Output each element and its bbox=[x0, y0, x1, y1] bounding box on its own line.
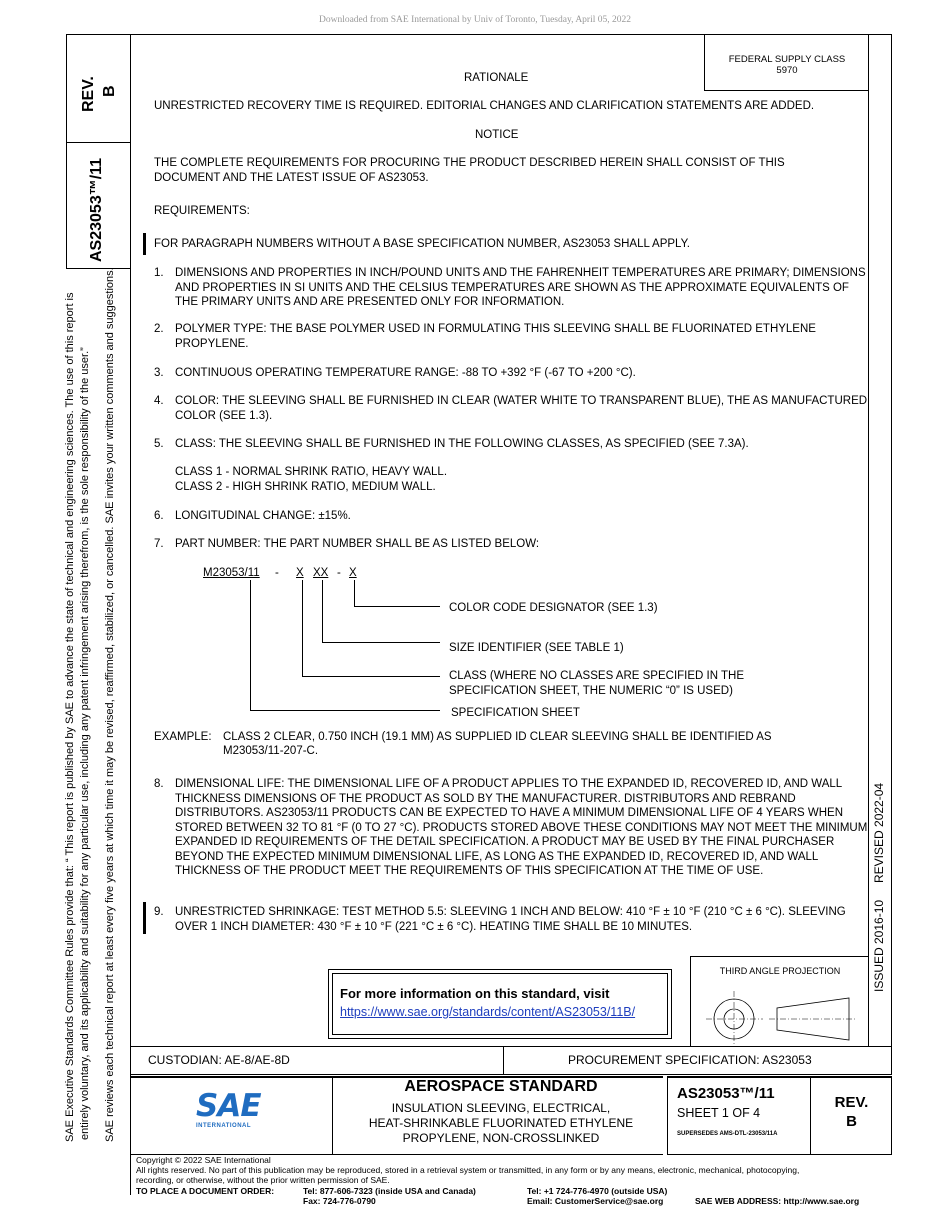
title-rev-label: REV. bbox=[834, 1094, 869, 1111]
item-number: 4. bbox=[154, 395, 164, 407]
item-text: DIMENSIONS AND PROPERTIES IN INCH/POUND UNITS AND THE FAHRENHEIT TEMPERATURES ARE PRIMARY; DIMENSIONS AND PROPERTIES IN SI UNITS AND THE CELSIUS TEMPERATURES ARE SHOWN AS THE APPROXIMATE EQUIVALENTS OF THE PRIMARY UNITS AND ARE PRESENTED ONLY FOR INFORMATION. bbox=[175, 267, 866, 308]
title-desc-2: HEAT-SHRINKABLE FLUORINATED ETHYLENE bbox=[368, 1116, 634, 1130]
item-number: 5. bbox=[154, 438, 164, 450]
issued-date: ISSUED 2016-10 bbox=[872, 899, 886, 992]
supersedes: SUPERSEDES AMS-DTL-23053/11A bbox=[677, 1131, 778, 1137]
more-info-box bbox=[328, 969, 672, 1039]
item-number: 8. bbox=[154, 778, 164, 790]
item-number: 1. bbox=[154, 267, 164, 279]
title-description bbox=[334, 1101, 668, 1146]
label-size-identifier: SIZE IDENTIFIER (SEE TABLE 1) bbox=[449, 642, 624, 654]
frame-right bbox=[891, 34, 892, 1074]
part-dash-1: - bbox=[275, 567, 279, 579]
label-class-line1: CLASS (WHERE NO CLASSES ARE SPECIFIED IN THE bbox=[449, 670, 745, 682]
notice-text: THE COMPLETE REQUIREMENTS FOR PROCURING THE PRODUCT DESCRIBED HEREIN SHALL CONSIST OF THIS DOCUMENT AND THE LATEST ISSUE OF AS23053. bbox=[154, 157, 785, 184]
custodian: CUSTODIAN: AE-8/AE-8D bbox=[148, 1053, 290, 1067]
procurement-spec: PROCUREMENT SPECIFICATION: AS23053 bbox=[568, 1053, 812, 1067]
sae-logo bbox=[196, 1090, 276, 1134]
label-color-code: COLOR CODE DESIGNATOR (SEE 1.3) bbox=[449, 602, 658, 614]
list-item bbox=[154, 366, 874, 381]
title-desc-3: PROPYLENE, NON-CROSSLINKED bbox=[402, 1131, 600, 1145]
footer-rights-2: recording, or otherwise, without the prior written permission of SAE. bbox=[136, 1175, 390, 1185]
footer-fax: Fax: 724-776-0790 bbox=[303, 1196, 376, 1206]
sae-logo-sub: INTERNATIONAL bbox=[196, 1123, 252, 1129]
side-notice-2: entirely voluntary, and its applicability and suitability for any particular use, including any patent infringement arising therefrom, is the sole responsibility of the user.” bbox=[79, 347, 91, 1140]
left-rev-value: B bbox=[101, 85, 118, 97]
change-bar bbox=[143, 902, 146, 934]
title-rev-value: B bbox=[846, 1113, 857, 1130]
label-spec-sheet: SPECIFICATION SHEET bbox=[451, 707, 580, 719]
item-text: CLASS: THE SLEEVING SHALL BE FURNISHED IN THE FOLLOWING CLASSES, AS SPECIFIED (SEE 7.3A). bbox=[175, 438, 749, 450]
frame-left bbox=[130, 34, 131, 1195]
rationale-text: UNRESTRICTED RECOVERY TIME IS REQUIRED. EDITORIAL CHANGES AND CLARIFICATION STATEMENTS ARE ADDED. bbox=[154, 100, 815, 112]
list-item bbox=[154, 905, 854, 934]
side-notice-1: SAE Executive Standards Committee Rules provide that: “ This report is published by SAE to advance the state of technical and engineering sciences. The use of this report is bbox=[64, 292, 76, 1142]
item-number: 7. bbox=[154, 538, 164, 550]
part-dash-2: - bbox=[337, 567, 341, 579]
part-class-code: X bbox=[296, 567, 304, 579]
list-item bbox=[154, 537, 874, 552]
requirements-heading: REQUIREMENTS: bbox=[154, 205, 250, 217]
example-line1: CLASS 2 CLEAR, 0.750 INCH (19.1 MM) AS SUPPLIED ID CLEAR SLEEVING SHALL BE IDENTIFIED AS bbox=[223, 731, 772, 743]
paragraph-note: FOR PARAGRAPH NUMBERS WITHOUT A BASE SPECIFICATION NUMBER, AS23053 SHALL APPLY. bbox=[154, 238, 690, 250]
fsc-line2: 5970 bbox=[776, 65, 798, 76]
list-item bbox=[154, 394, 874, 423]
side-notice-3: SAE reviews each technical report at least every five years at which time it may be revised, reaffirmed, stabilized, or cancelled. SAE invites your written comments and suggestions. bbox=[104, 267, 116, 1142]
sae-logo-text: SAE bbox=[196, 1088, 261, 1124]
title-doc-number: AS23053™/11 bbox=[677, 1085, 775, 1102]
list-item bbox=[154, 322, 874, 351]
list-item bbox=[154, 777, 869, 879]
sheet-number: SHEET 1 OF 4 bbox=[677, 1106, 761, 1120]
item-text: DIMENSIONAL LIFE: THE DIMENSIONAL LIFE OF A PRODUCT APPLIES TO THE EXPANDED ID, RECOVERED ID, AND WALL THICKNESS DIMENSIONS OF THE PRODUCT AS SOLD BY THE MANUFACTURER. DISTRIBUTORS AND REBRAND DISTRIBUTORS. AS23053/11 PRODUCTS CAN BE EXPECTED TO HAVE A MINIMUM DIMENSIONAL LIFE OF 4 YEARS WHEN STORED BETWEEN 32 TO 81 °F (0 TO 27 °C). PRODUCTS STORED ABOVE THESE CONDITIONS MAY NOT MEET THE MINIMUM EXPANDED ID REQUIREMENTS OF THE DETAIL SPECIFICATION. A PRODUCT MAY BE USED BY THE FINAL PURCHASER BEYOND THE EXPECTED MINIMUM DIMENSIONAL LIFE, AS LONG AS THE EXPANDED ID, RECOVERED ID, AND WALL THICKNESS OF THE PRODUCT MEET THE REQUIREMENTS OF THIS SPECIFICATION AT THE TIME OF USE. bbox=[175, 778, 868, 877]
item-text: UNRESTRICTED SHRINKAGE: TEST METHOD 5.5: SLEEVING 1 INCH AND BELOW: 410 °F ± 10 °F (210 °C ± 6 °C). SLEEVING OVER 1 INCH DIAMETER: 430 °F ± 10 °F (221 °C ± 6 °C). HEATING TIME SHALL BE 10 MINUTES. bbox=[175, 906, 846, 933]
rationale-heading: RATIONALE bbox=[464, 72, 529, 84]
example-line2: M23053/11-207-C. bbox=[223, 745, 319, 757]
item-number: 9. bbox=[154, 906, 164, 918]
revised-date: REVISED 2022-04 bbox=[872, 782, 886, 883]
label-class-line2: SPECIFICATION SHEET, THE NUMERIC “0” IS USED) bbox=[449, 685, 733, 697]
part-color-code: X bbox=[349, 567, 357, 579]
footer-tel-usa: Tel: 877-606-7323 (inside USA and Canada) bbox=[303, 1186, 476, 1196]
more-info-title: For more information on this standard, visit bbox=[340, 986, 610, 1001]
example-label: EXAMPLE: bbox=[154, 731, 212, 743]
title-desc-1: INSULATION SLEEVING, ELECTRICAL, bbox=[391, 1101, 611, 1115]
footer-email: Email: CustomerService@sae.org bbox=[527, 1196, 664, 1206]
list-item bbox=[154, 509, 874, 524]
change-bar bbox=[143, 233, 146, 255]
item-number: 3. bbox=[154, 367, 164, 379]
fsc-box bbox=[704, 34, 869, 91]
download-note: Downloaded from SAE International by Univ of Toronto, Tuesday, April 05, 2022 bbox=[318, 15, 631, 25]
item-text: COLOR: THE SLEEVING SHALL BE FURNISHED IN CLEAR (WATER WHITE TO TRANSPARENT BLUE), THE AS MANUFACTURED COLOR (SEE 1.3). bbox=[175, 395, 868, 422]
list-item bbox=[154, 266, 874, 310]
notice-heading: NOTICE bbox=[475, 129, 519, 141]
more-info-link[interactable]: https://www.sae.org/standards/content/AS23053/11B/ bbox=[340, 1005, 636, 1019]
item-text: PART NUMBER: THE PART NUMBER SHALL BE AS LISTED BELOW: bbox=[175, 538, 540, 550]
item-number: 2. bbox=[154, 323, 164, 335]
left-rev-label: REV. bbox=[80, 76, 97, 112]
item-text: LONGITUDINAL CHANGE: ±15%. bbox=[175, 510, 351, 522]
footer-tel-outside: Tel: +1 724-776-4970 (outside USA) bbox=[527, 1186, 668, 1196]
third-angle-box bbox=[690, 956, 869, 1047]
footer-rights-1: All rights reserved. No part of this publication may be reproduced, stored in a retrieval system or transmitted, in any form or by any means, electronic, mechanical, photocopying, bbox=[136, 1165, 800, 1175]
footer-copyright: Copyright © 2022 SAE International bbox=[136, 1155, 271, 1165]
footer-order-label: TO PLACE A DOCUMENT ORDER: bbox=[136, 1186, 275, 1196]
item-text: POLYMER TYPE: THE BASE POLYMER USED IN FORMULATING THIS SLEEVING SHALL BE FLUORINATED ETHYLENE PROPYLENE. bbox=[175, 323, 816, 350]
class-2-text: CLASS 2 - HIGH SHRINK RATIO, MEDIUM WALL. bbox=[175, 481, 436, 493]
footer-web: SAE WEB ADDRESS: http://www.sae.org bbox=[695, 1196, 860, 1206]
aerospace-standard: AEROSPACE STANDARD bbox=[404, 1078, 598, 1095]
projection-symbol-icon bbox=[691, 977, 869, 1047]
third-angle-label: THIRD ANGLE PROJECTION bbox=[719, 966, 841, 976]
list-item bbox=[154, 437, 874, 452]
item-number: 6. bbox=[154, 510, 164, 522]
part-base: M23053/11 bbox=[203, 567, 260, 579]
fsc-line1: FEDERAL SUPPLY CLASS bbox=[728, 54, 846, 65]
part-size-code: XX bbox=[313, 567, 329, 579]
left-doc-number: AS23053™/11 bbox=[88, 157, 105, 262]
item-text: CONTINUOUS OPERATING TEMPERATURE RANGE: -88 TO +392 °F (-67 TO +200 °C). bbox=[175, 367, 636, 379]
class-1-text: CLASS 1 - NORMAL SHRINK RATIO, HEAVY WALL. bbox=[175, 466, 448, 478]
